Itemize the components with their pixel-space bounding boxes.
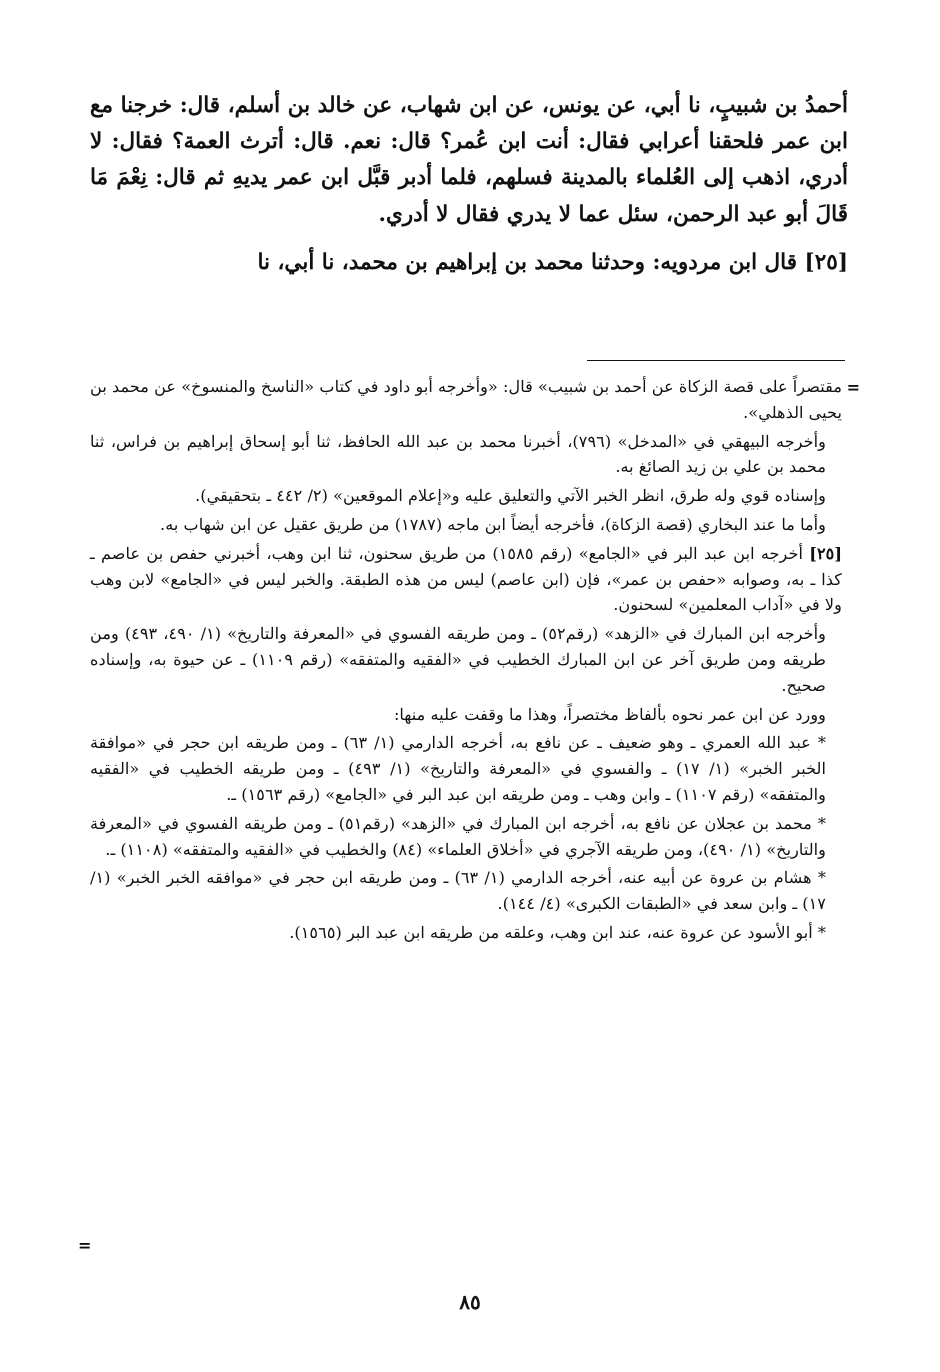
footnote-paragraph: مقتصراً على قصة الزكاة عن أحمد بن شبيب» قال: «وأخرجه أبو داود في كتاب «الناسخ والمنسوخ» عن محمد بن يحيى الذهلي».	[90, 377, 842, 422]
footnote-paragraph: * هشام بن عروة عن أبيه عنه، أخرجه الدارمي (١/ ٦٣) ـ ومن طريقه ابن حجر في «موافقه الخبر الخبر» (١/ ١٧) ـ وابن سعد في «الطبقات الكبرى» (٤/ ١٤٤).	[90, 868, 826, 914]
footnote-separator	[587, 360, 845, 361]
narration-number: [٢٥]	[804, 249, 848, 275]
page-number: ٨٥	[459, 1290, 481, 1314]
footnote-continuation-mark: =	[846, 378, 860, 397]
main-paragraph: أحمدُ بن شبيبٍ، نا أبي، عن يونس، عن ابن شهاب، عن خالد بن أسلم، قال: خرجنا مع ابن عمر فلحقنا أعرابي فقال: أنت ابن عُمر؟ قال: نعم. قال: أترث العمة؟ فقال: لا أدري، اذهب إلى العُلماء بالمدينة فسلهم، فلما أدبر قبَّل ابن عمر يديهِ ثم قال: نِعْمَ مَا قَالَ أبو عبد الرحمن، سئل عما لا يدري فقال لا أدري.	[90, 93, 848, 227]
footnote-paragraph: * أبو الأسود عن عروة عنه، عند ابن وهب، وعلقه من طريقه ابن عبد البر (١٥٦٥).	[289, 922, 826, 942]
footnote-number: [٢٥]	[809, 543, 842, 563]
footnote-paragraph: وأخرجه ابن المبارك في «الزهد» (رقم٥٢) ـ ومن طريقه الفسوي في «المعرفة والتاريخ» (١/ ٤٩٠، ٤٩٣) ومن طريقه ومن طريق آخر عن ابن المبارك الخطيب في «الفقيه والمتفقه» (رقم ١١٠٩) ـ عن حيوة به، وإسناده صحيح.	[90, 624, 826, 695]
footnote-paragraph: * محمد بن عجلان عن نافع به، أخرجه ابن المبارك في «الزهد» (رقم٥١) ـ ومن طريقه الفسوي في «المعرفة والتاريخ» (١/ ٤٩٠)، ومن طريقه الآجري في «أخلاق العلماء» (٨٤) والخطيب في «الفقيه والمتفقه» (١١٠٨) ـ.	[90, 813, 826, 859]
footnote-paragraph: وأما ما عند البخاري (قصة الزكاة)، فأخرجه أيضاً ابن ماجه (١٧٨٧) من طريق عقيل عن ابن شهاب به.	[160, 514, 826, 534]
footnote-paragraph: وأخرجه البيهقي في «المدخل» (٧٩٦)، أخبرنا محمد بن عبد الله الحافظ، ثنا أبو إسحاق إبراهيم بن فراس، ثنا محمد بن علي بن زيد الصائغ به.	[90, 431, 826, 477]
footnote-paragraph: وورد عن ابن عمر نحوه بألفاظ مختصراً، وهذا ما وقفت عليه منها:	[393, 704, 826, 724]
footnote-paragraph: [٢٥] أخرجه ابن عبد البر في «الجامع» (رقم ١٥٨٥) من طريق سحنون، ثنا ابن وهب، أخبرني حفص بن عاصم ـ كذا ـ به، وصوابه «حفص بن عمر»، فإن (ابن عاصم) ليس من هذه الطبقة. والخبر ليس في «الجامع» لابن وهب ولا في «آداب المعلمين» لسحنون.	[90, 543, 842, 615]
footnote-paragraph: وإسناده قوي وله طرق، انظر الخبر الآتي والتعليق عليه و«إعلام الموقعين» (٢/ ٤٤٢ ـ بتحقيقي).	[195, 486, 826, 506]
footnote-paragraph: * عبد الله العمري ـ وهو ضعيف ـ عن نافع به، أخرجه الدارمي (١/ ٦٣) ـ ومن طريقه ابن حجر في «موافقة الخبر الخبر» (١/ ١٧) ـ والفسوي في «المعرفة والتاريخ» (١/ ٤٩٣) ـ ومن طريقه الخطيب في «الفقيه والمتفقه» (رقم ١١٠٧) ـ وابن وهب ـ ومن طريقه ابن عبد البر في «الجامع» (رقم ١٥٦٣) ـ.	[90, 733, 826, 804]
footnotes	[90, 374, 842, 949]
narration-text: قال ابن مردويه: وحدثنا محمد بن إبراهيم بن محمد، نا أبي، نا	[257, 249, 798, 275]
main-text	[90, 88, 848, 281]
footnote-continued-mark: =	[78, 1236, 92, 1255]
next-narration	[90, 245, 848, 281]
